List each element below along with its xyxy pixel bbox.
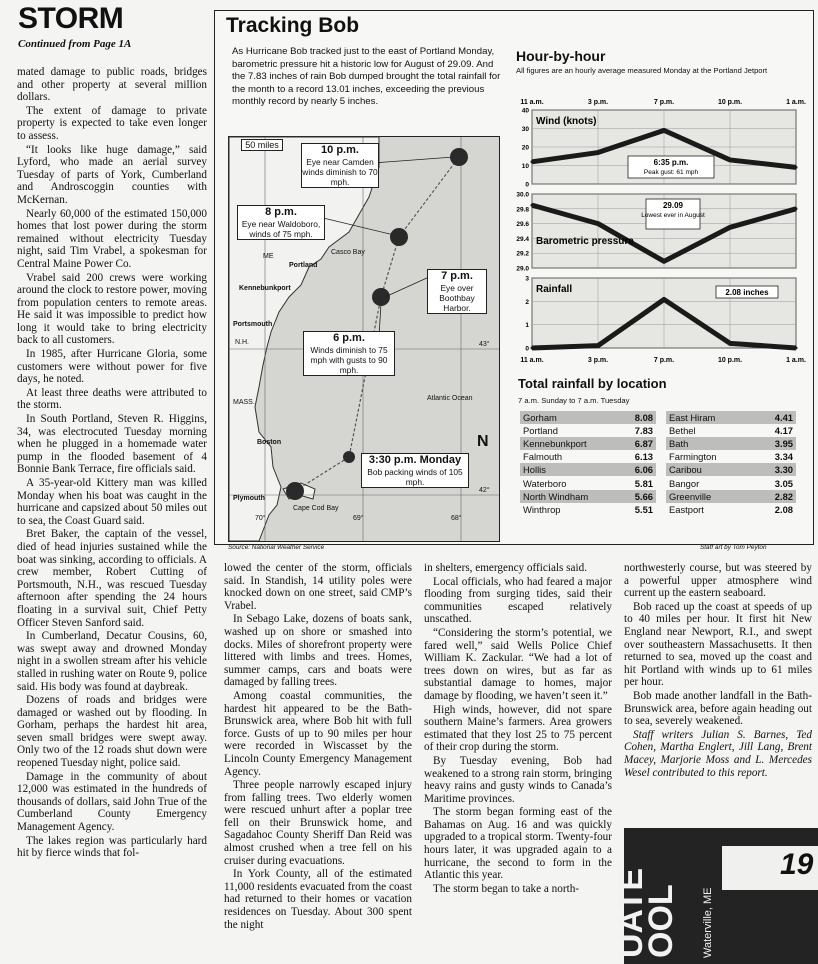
location-name: Bethel [669,425,696,437]
grid-label: 43° [479,341,490,348]
hourly-charts [510,96,810,364]
hourly-title: Hour-by-hour [516,48,606,64]
location-name: Greenville [669,490,712,502]
time-tick-bottom: 7 p.m. [653,357,675,364]
article-column-2 [224,562,412,932]
place-label: Atlantic Ocean [427,395,473,402]
rainfall-row [520,503,656,516]
location-name: Portland [523,425,558,437]
wind-annotation-line2: Peak gust: 61 mph [643,169,699,176]
rainfall-value: 6.13 [634,451,653,463]
paragraph: Vrabel said 200 crews were working around the clock to restore power, moving from population centers to remote areas. He said it was impossible to predict how long it would take to bring electricity back to all customers. [17,271,207,347]
callout-8pm [237,205,325,240]
callout-6pm [303,331,395,376]
data-point [729,226,732,229]
location-name: Bangor [669,477,700,489]
location-name: Farmington [669,451,717,463]
paragraph: Bob raced up the coast at speeds of up to 40 miles per hour. It first hit New England near Newport, R.I., and swept over southeastern Massachusetts. It then returned to sea, moved up the coast and hit Portland with winds up to 61 miles per hour. [624,600,812,689]
rainfall-row [666,437,796,450]
callout-text: Eye near Camden winds diminish to 70 mph. [302,157,378,187]
rainfall-row [666,463,796,476]
y-tick-label: 10 [521,163,529,170]
rainfall-row [666,476,796,489]
paragraph: In York County, all of the estimated 11,000 residents evacuated from the coast had returned to their homes or vacation residences on Tuesday. About 300 spent the night [224,868,412,931]
graphic-credit: Staff art by Tom Peyton [700,544,767,551]
pressure-annotation-line1: 29.09 [662,201,684,210]
y-tick-label: 0 [525,345,529,353]
rainfall-value: 4.17 [774,425,793,437]
data-point [663,260,666,263]
north-arrow-icon: N [477,433,489,450]
time-tick-bottom: 3 p.m. [587,357,609,364]
rainfall-value: 3.34 [774,451,793,463]
article-column-4 [624,562,812,780]
paragraph: northwesterly course, but was steered by a powerful upper atmosphere wind current up the eastern seaboard. [624,562,812,600]
rainfall-row [520,476,656,489]
rainfall-row [666,411,796,424]
y-tick-label: 2 [525,298,529,306]
paragraph: In Sebago Lake, dozens of boats sank, washed up on shore or smashed into docks. Miles of shorefront property were littered with limbs and trees. Homes, summer camps, cars and boats were damaged by falling trees. [224,613,412,689]
graphic-source: Source: National Weather Service [228,544,325,551]
rainfall-table-left [520,411,656,516]
rainfall-value: 5.81 [634,477,653,489]
data-point [729,342,732,345]
callout-time: 3:30 p.m. Monday [368,454,462,466]
rainfall-value: 6.06 [634,464,653,476]
rainfall-row [666,503,796,516]
time-tick-bottom: 11 a.m. [520,357,544,364]
rainfall-row [520,463,656,476]
rainfall-value: 3.95 [774,438,793,450]
rainfall-row [520,411,656,424]
data-point [795,166,798,169]
paragraph: Bret Baker, the captain of the vessel, died of head injuries sustained while the boat was sinking, according to officials. A crew member, Robert Cutting of Portsmouth, N.H., was rescued Tuesday afternoon after spending the 24 hours floating in a survival suit, Chief Petty Officer Steven Sanford said. [17,528,207,629]
time-tick-top: 10 p.m. [717,99,743,106]
y-tick-label: 29.2 [516,250,529,258]
location-name: Kennebunkport [523,438,587,450]
callout-330pm [361,453,469,488]
hourly-subtitle: All figures are an hourly average measured Monday at the Portland Jetport [516,66,768,75]
article-credit: Staff writers Julian S. Barnes, Ted Cohen, Martha Englert, Jill Lang, Brent Macey, Marjorie Moss and L. Mercedes Wesel contributed to this report. [624,728,812,779]
place-label: Boston [257,439,282,446]
time-tick-bottom: 1 a.m. [786,357,806,364]
paragraph: in shelters, emergency officials said. [424,562,587,574]
ad-small-text: Waterville, ME [702,887,714,958]
callout-10pm [301,143,379,188]
paragraph: Among coastal communities, the hardest hit appeared to be the Bath-Brunswick area, where Bob hit with full force. Gusts of up to 90 miles per hour were recorded in Wiscasset by the Lincoln County Emergency Management Agency. [224,689,412,778]
y-tick-label: 29.4 [516,235,529,243]
rainfall-table-right [666,411,796,516]
grid-label: 68° [451,515,462,522]
ad-number: 19 [780,848,814,881]
paragraph: “Considering the storm’s potential, we fared well,” said Wells Police Chief William K. Zackular. “We had a lot of trees down on wires, but as far as substantial damage to homes, major damage by flooding, we haven’t seen it.” [424,626,612,702]
paragraph: A 35-year-old Kittery man was killed Monday when his boat was caught in the hurricane and capsized about 50 miles out to sea, the Coast Guard said. [17,477,207,527]
rainfall-value: 5.66 [634,490,653,502]
ad-big-text: UATE OOL [612,867,680,958]
data-point [795,347,798,350]
data-point [531,204,534,207]
section-heading: STORM [18,2,124,35]
callout-time: 6 p.m. [333,332,365,344]
callout-time: 7 p.m. [441,270,473,282]
paragraph: By Tuesday evening, Bob had weakened to a strong rain storm, bringing heavy rains and gusty winds to Canada’s Maritime provinces. [424,754,612,805]
paragraph: In Cumberland, Decatur Cousins, 60, was swept away and drowned Monday night in a swollen stream after his vehicle stalled in rushing water on Route 9, police said. His body was found at daybreak. [17,630,207,693]
y-tick-label: 0 [525,181,529,189]
rainfall-row [520,490,656,503]
callout-text: Bob packing winds of 105 mph. [367,467,463,487]
scale-label: 50 miles [241,139,283,151]
article-column-3 [424,562,612,896]
time-tick-top: 1 a.m. [786,99,806,106]
data-point [729,158,732,161]
paragraph: Local officials, who had feared a major flooding from surging tides, said their communities escaped relatively unscathed. [424,575,612,626]
rainfall-row [666,490,796,503]
rainfall-row [520,437,656,450]
place-label: N.H. [235,339,249,346]
rain-annotation-line1: 2.08 inches [725,288,769,297]
paragraph: In South Portland, Steven R. Higgins, 34, was electrocuted Tuesday morning when he plugged in a homemade water pump in the flooded basement of 4 Bonnie Bank Terrace, fire officials said. [17,413,207,476]
article-column-1 [17,66,207,861]
y-tick-label: 20 [521,144,529,152]
rainfall-table-title: Total rainfall by location [518,376,667,391]
rainfall-value: 6.87 [634,438,653,450]
data-point [531,347,534,350]
data-point [663,129,666,132]
data-point [531,160,534,163]
y-tick-label: 1 [525,322,529,330]
panel-label: Rainfall [536,284,573,295]
location-name: Eastport [669,503,704,515]
rainfall-value: 2.82 [774,490,793,502]
rainfall-value: 2.08 [774,503,793,515]
rainfall-table-subtitle: 7 a.m. Sunday to 7 a.m. Tuesday [518,396,630,405]
rainfall-value: 4.41 [774,412,793,424]
panel-label: Barometric pressure [536,236,634,247]
location-name: Bath [669,438,689,450]
rainfall-row [666,424,796,437]
pressure-annotation-line2: Lowest ever in August [641,212,705,219]
callout-text: Eye near Waldoboro, winds of 75 mph. [241,219,321,239]
grid-label: 69° [353,515,364,522]
y-tick-label: 30 [521,126,529,133]
rainfall-value: 5.51 [634,503,653,515]
data-point [597,151,600,154]
y-tick-label: 40 [521,107,529,115]
y-tick-label: 29.6 [516,221,529,229]
place-label: Portland [289,262,318,269]
paragraph: The storm began to take a north- [433,882,580,895]
paragraph: Dozens of roads and bridges were damaged or washed out by flooding. In Gorham, perhaps the hardest hit area, seven small bridges were swept away. Only two of the 12 roads shut down were reopened Tuesday night, police said. [17,694,207,770]
paragraph: “It looks like huge damage,” said Lyford, who made an aerial survey Tuesday of parts of York, Cumberland and Androscoggin counties with McKernan. [17,143,207,206]
location-name: Hollis [523,464,546,476]
graphic-title: Tracking Bob [226,14,360,37]
place-label: Portsmouth [233,321,273,328]
location-name: Caribou [669,464,702,476]
rainfall-value: 3.30 [774,464,793,476]
location-name: East Hiram [669,412,716,424]
rainfall-value: 7.83 [634,425,653,437]
time-tick-bottom: 10 p.m. [717,357,743,364]
callout-text: Eye over Boothbay Harbor. [439,283,475,313]
place-label: Casco Bay [331,249,365,256]
y-tick-label: 30.0 [516,191,529,199]
paragraph: The lakes region was particularly hard hit by fierce winds that fol- [17,834,207,860]
location-name: Falmouth [523,451,563,463]
paragraph: Bob made another landfall in the Bath-Brunswick area, before again heading out to sea, severely weakened. [624,689,812,728]
paragraph: mated damage to public roads, bridges and other property at several million dollars. [17,66,207,104]
rainfall-row [666,450,796,463]
y-tick-label: 29.0 [516,265,529,273]
rainfall-row [520,450,656,463]
callout-time: 8 p.m. [265,206,297,218]
graphic-intro: As Hurricane Bob tracked just to the east of Portland Monday, barometric pressure hit a historic low for August of 29.09. And the 7.83 inches of rain Bob dumped brought the total rainfall for the month to a record 13.01 inches, exceeding the previous monthly record by nearly 5 inches. [232,46,501,108]
data-point [663,298,666,301]
paragraph: Nearly 60,000 of the estimated 150,000 homes that lost power during the storm remained without electricity Tuesday night, said Tim Vrabel, a spokesman for Central Maine Power Co. [17,207,207,270]
grid-label: 42° [479,487,490,494]
callout-7pm [427,269,487,314]
panel-label: Wind (knots) [536,116,597,127]
data-point [795,207,798,210]
paragraph: The storm began forming east of the Bahamas on Aug. 16 and was quickly upgraded to a tropical storm. Twenty-four hours later, it was upgraded again to a hurricane, the second to form in the Atlantic this year. [424,806,612,882]
time-tick-top: 3 p.m. [587,99,609,106]
paragraph: High winds, however, did not spare southern Maine’s farmers. Area growers estimated that they lost 25 to 75 percent of their crop during the storm. [424,703,612,754]
location-name: North Windham [523,490,589,502]
wind-annotation-line1: 6:35 p.m. [653,158,689,167]
callout-text: Winds diminish to 75 mph with gusts to 90 mph. [310,345,388,375]
rainfall-value: 8.08 [634,412,653,424]
place-label: Plymouth [233,495,265,502]
y-tick-label: 29.8 [516,206,529,214]
continued-line: Continued from Page 1A [18,38,132,50]
ad-block [612,828,818,964]
paragraph: At least three deaths were attributed to the storm. [17,386,207,412]
location-name: Waterboro [523,477,567,489]
place-label: MASS. [233,399,255,406]
location-name: Gorham [523,412,557,424]
place-label: Kennebunkport [239,285,291,292]
time-tick-top: 7 p.m. [653,99,675,106]
callout-time: 10 p.m. [321,144,359,156]
location-name: Winthrop [523,503,561,515]
paragraph: Three people narrowly escaped injury from falling trees. Two elderly women were rescued unhurt after a poplar tree fell on their Brunswick home, and Sagadahoc County Sheriff Dan Reid was almost crushed when a tree fell on his cruiser during evacuations. [224,779,412,867]
data-point [597,344,600,347]
grid-label: 70° [255,515,266,522]
place-label: Cape Cod Bay [293,505,339,512]
data-point [597,222,600,225]
place-label: ME [263,253,274,260]
paragraph: Damage in the community of about 12,000 was estimated in the hundreds of thousands of dollars, said John True of the Cumberland County Emergency Management Agency. [17,770,207,834]
hurricane-track-map [228,136,500,542]
y-tick-label: 3 [525,275,529,283]
rainfall-row [520,424,656,437]
rainfall-value: 3.05 [774,477,793,489]
paragraph: The extent of damage to private property is expected to take even longer to assess. [17,104,207,142]
paragraph: In 1985, after Hurricane Gloria, some customers were without power for five days, he noted. [17,348,207,386]
paragraph: lowed the center of the storm, officials said. In Standish, 14 utility poles were knocked down on one street, said CMP’s Vrabel. [224,562,412,612]
time-tick-top: 11 a.m. [520,99,544,106]
